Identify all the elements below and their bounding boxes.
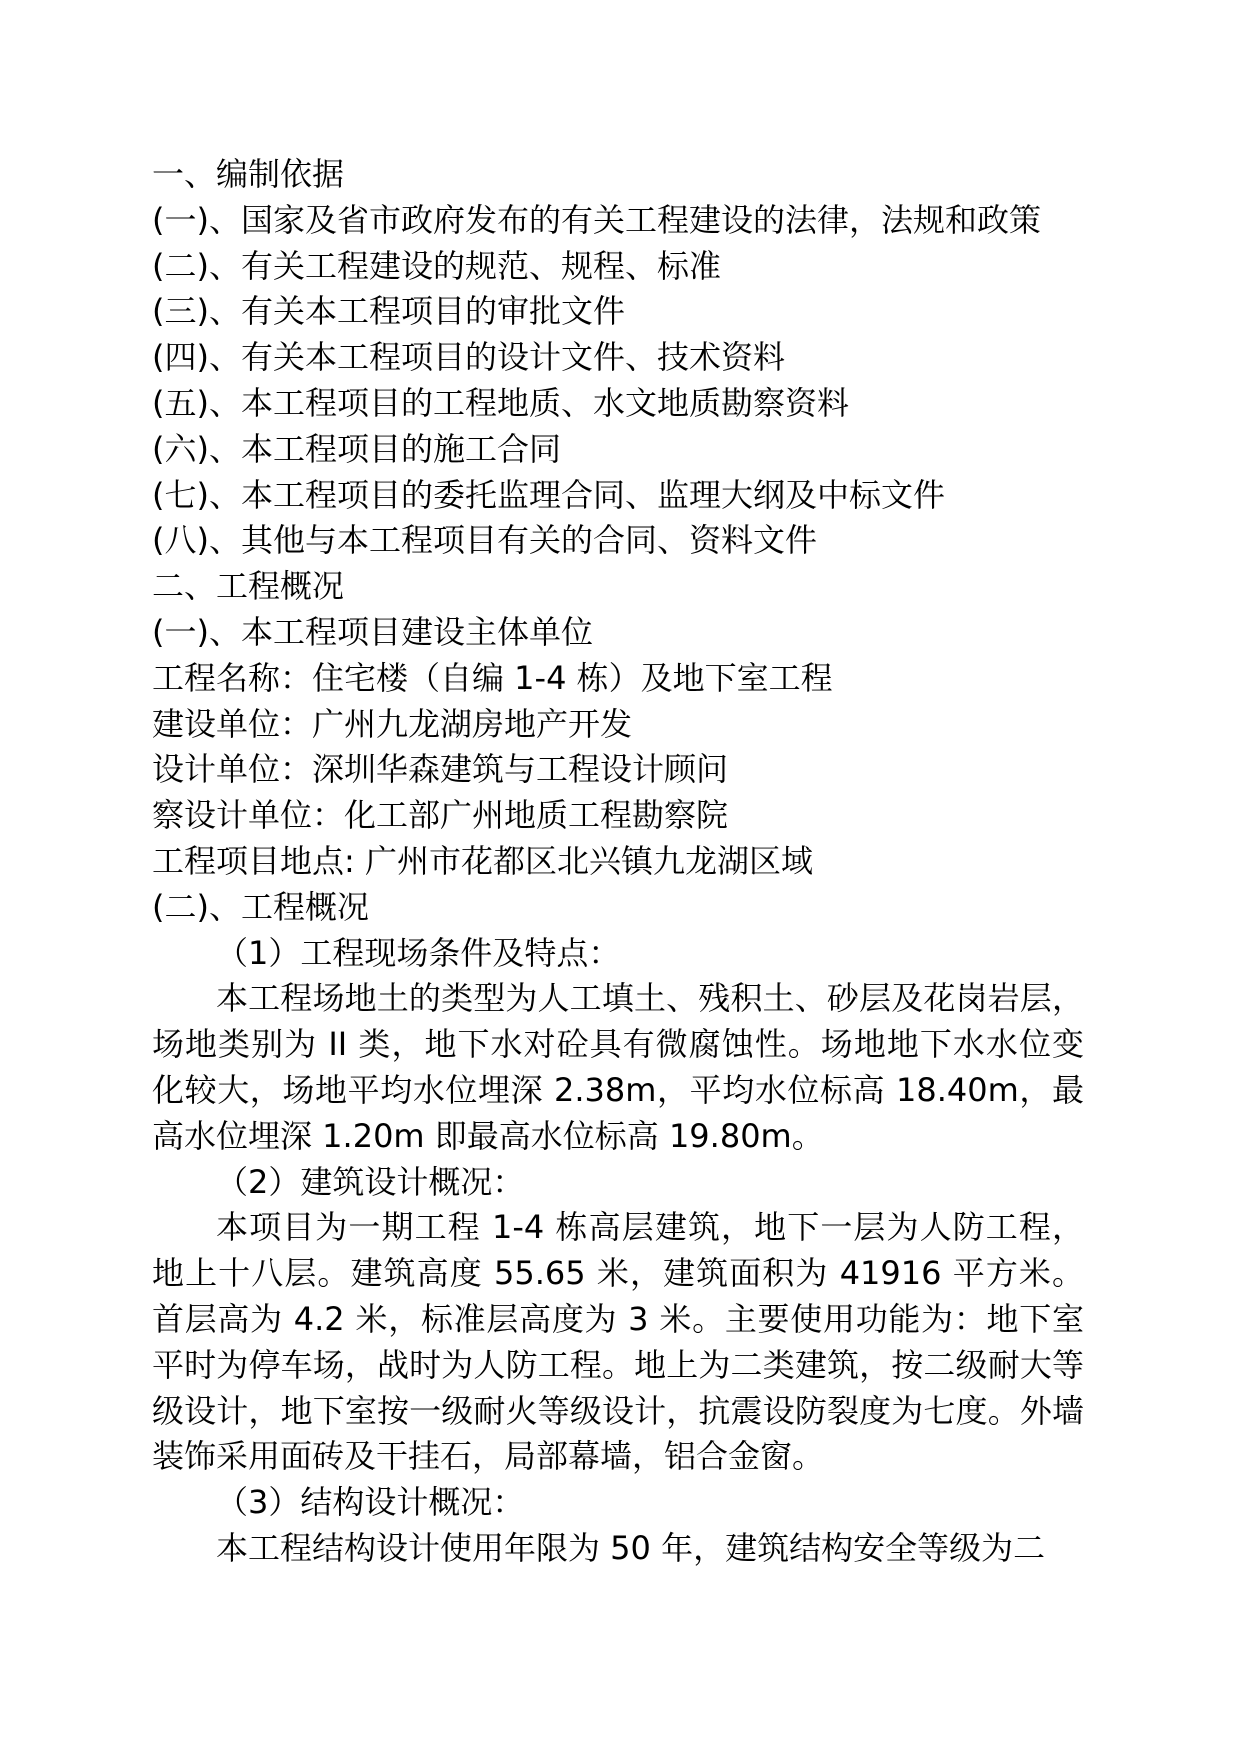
- project-info-line: 察设计单位：化工部广州地质工程勘察院: [152, 796, 729, 835]
- basis-item: (七)、本工程项目的委托监理合同、监理大纲及中标文件: [152, 475, 945, 514]
- basis-item: (五)、本工程项目的工程地质、水文地质勘察资料: [152, 383, 849, 422]
- project-info-line: 工程名称：住宅楼（自编 1-4 栋）及地下室工程: [152, 658, 833, 697]
- subsection-heading-units: (一)、本工程项目建设主体单位: [152, 612, 593, 651]
- site-conditions-paragraph: 本工程场地土的类型为人工填土、残积土、砂层及花岗岩层，场地类别为 II 类，地下水对砼具有微腐蚀性。场地地下水水位变化较大，场地平均水位埋深 2.38m，平均水位标高 18.40m，最高水位埋深 1.20m 即最高水位标高 19.80m。: [152, 979, 1084, 1155]
- structure-paragraph: 本工程结构设计使用年限为 50 年，建筑结构安全等级为二: [216, 1528, 1046, 1567]
- subsection-heading-overview: (二)、工程概况: [152, 887, 369, 926]
- project-info-line: 建设单位：广州九龙湖房地产开发: [152, 704, 633, 743]
- project-info-line: 工程项目地点: 广州市花都区北兴镇九龙湖区域: [152, 841, 813, 880]
- structure-heading: （3）结构设计概况：: [216, 1483, 525, 1522]
- site-conditions-heading: （1）工程现场条件及特点：: [216, 933, 621, 972]
- basis-item: (三)、有关本工程项目的审批文件: [152, 292, 625, 331]
- architecture-heading: （2）建筑设计概况：: [216, 1162, 525, 1201]
- basis-item: (二)、有关工程建设的规范、规程、标准: [152, 246, 721, 285]
- architecture-paragraph: 本项目为一期工程 1-4 栋高层建筑，地下一层为人防工程，地上十八层。建筑高度 55.65 米，建筑面积为 41916 平方米。首层高为 4.2 米，标准层高度为 3 米。主要使用功能为：地下室平时为停车场，战时为人防工程。地上为二类建筑，按二级耐大等级设计，地下室按一级耐火等级设计，抗震设防裂度为七度。外墙装饰采用面砖及干挂石，局部幕墙，铝合金窗。: [152, 1208, 1084, 1476]
- basis-item: (六)、本工程项目的施工合同: [152, 429, 561, 468]
- section-heading-overview: 二、工程概况: [152, 567, 345, 606]
- project-info-line: 设计单位：深圳华森建筑与工程设计顾问: [152, 750, 729, 789]
- basis-item: (一)、国家及省市政府发布的有关工程建设的法律，法规和政策: [152, 200, 1041, 239]
- section-heading-basis: 一、编制依据: [152, 155, 345, 193]
- basis-item: (八)、其他与本工程项目有关的合同、资料文件: [152, 521, 817, 560]
- document-body: [152, 152, 1084, 1572]
- basis-item: (四)、有关本工程项目的设计文件、技术资料: [152, 338, 785, 377]
